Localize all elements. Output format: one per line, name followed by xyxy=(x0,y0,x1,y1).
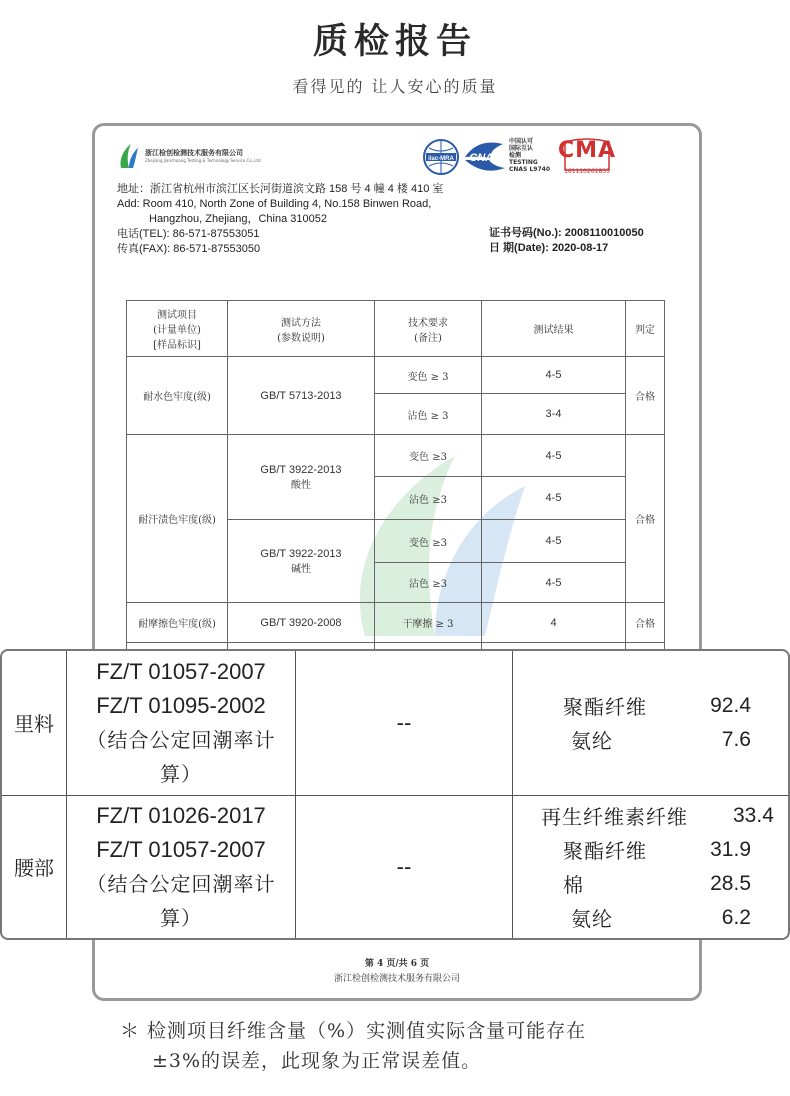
sweat-req-1: 变色 ≥3 xyxy=(375,435,482,477)
note-line-2: ±3%的误差，此现象为正常误差值。 xyxy=(152,1050,482,1072)
lining-label: 里料 xyxy=(2,651,67,795)
header-result: 测试结果 xyxy=(482,301,626,357)
sweat-result-4: 4-5 xyxy=(482,563,626,603)
certificate-info xyxy=(489,226,644,256)
cnas-caption: 中国认可 国际互认 检测 TESTING CNAS L9740 xyxy=(509,138,551,173)
rub-result: 4 xyxy=(482,603,626,643)
fiber-row: 氨纶 6.2 xyxy=(571,905,751,932)
rub-item: 耐摩擦色牢度(级) xyxy=(127,603,228,643)
footer-company: 浙江检创检测技术服务有限公司 xyxy=(333,974,460,984)
sweat-acid-method: GB/T 3922-2013 酸性 xyxy=(228,435,375,520)
water-result-2: 3-4 xyxy=(482,394,626,435)
address-en-2: Hangzhou, Zhejiang，China 310052 xyxy=(149,213,327,225)
rub-req: 干摩擦 ≥ 3 xyxy=(375,603,482,643)
sweat-req-4: 沾色 ≥3 xyxy=(375,563,482,603)
water-result-1: 4-5 xyxy=(482,357,626,394)
fiber-row: 聚酯纤维 31.9 xyxy=(563,837,751,864)
header-judgement: 判定 xyxy=(626,301,665,357)
test-results-table xyxy=(126,300,665,683)
header-item: 测试项目 (计量单位) [样品标识] xyxy=(127,301,228,357)
fiber-row: 再生纤维素纤维 33.4 xyxy=(541,803,774,830)
svg-text:CNAS: CNAS xyxy=(469,152,501,164)
page-title: 质检报告 xyxy=(312,21,477,62)
rub-method: GB/T 3920-2008 xyxy=(228,603,375,643)
sweat-alkali-method: GB/T 3922-2013 碱性 xyxy=(228,520,375,603)
sweat-req-2: 沾色 ≥3 xyxy=(375,477,482,520)
lining-requirement: -- xyxy=(296,651,513,795)
lining-methods: FZ/T 01057-2007 FZ/T 01095-2002 （结合公定回潮率计 算） xyxy=(67,651,296,795)
sweat-result-3: 4-5 xyxy=(482,520,626,563)
company-logo-icon xyxy=(117,142,139,170)
page-number: 第 4 页/共 6 页 xyxy=(364,959,430,969)
cert-number: 证书号码(No.): 2008110010050 xyxy=(489,227,644,239)
sweat-result-2: 4-5 xyxy=(482,477,626,520)
waist-label: 腰部 xyxy=(2,795,67,938)
disclaimer-note xyxy=(120,1016,690,1076)
page-subtitle: 看得见的 让人安心的质量 xyxy=(292,77,498,96)
fiber-row: 氨纶 7.6 xyxy=(571,727,751,754)
company-name-en: Zhejiang Jianchuang Testing & Technology Service Co.,Ltd xyxy=(145,158,261,163)
water-method: GB/T 5713-2013 xyxy=(228,357,375,435)
svg-text:ilac-MRA: ilac-MRA xyxy=(428,156,454,162)
address-block xyxy=(117,182,443,257)
fiber-row: 聚酯纤维 92.4 xyxy=(563,693,751,720)
rub-judgement: 合格 xyxy=(626,603,665,643)
sweat-req-3: 变色 ≥3 xyxy=(375,520,482,563)
zoomed-fiber-table xyxy=(0,649,790,940)
cma-number: 161110261833 xyxy=(564,168,610,175)
water-judgement: 合格 xyxy=(626,357,665,435)
sweat-judgement: 合格 xyxy=(626,435,665,603)
cma-text: CMA xyxy=(557,138,617,163)
address-en-1: Add: Room 410, North Zone of Building 4, No.158 Binwen Road, xyxy=(117,198,432,210)
sweat-item: 耐汗渍色牢度(级) xyxy=(127,435,228,603)
water-req-1: 变色 ≥ 3 xyxy=(375,357,482,394)
header-method: 测试方法 (参数说明) xyxy=(228,301,375,357)
waist-results xyxy=(513,795,789,938)
company-name: 浙江检创检测技术服务有限公司 xyxy=(145,149,243,157)
report-date: 日 期(Date): 2020-08-17 xyxy=(489,242,609,254)
fiber-row: 棉 28.5 xyxy=(563,871,751,898)
tel: 电话(TEL): 86-571-87553051 xyxy=(117,228,260,240)
address-cn: 地址：浙江省杭州市滨江区长河街道滨文路 158 号 4 幢 4 楼 410 室 xyxy=(117,183,444,195)
header-requirement: 技术要求 (备注) xyxy=(375,301,482,357)
sweat-result-1: 4-5 xyxy=(482,435,626,477)
water-req-2: 沾色 ≥ 3 xyxy=(375,394,482,435)
water-item: 耐水色牢度(级) xyxy=(127,357,228,435)
waist-methods: FZ/T 01026-2017 FZ/T 01057-2007 （结合公定回潮率计 算） xyxy=(67,795,296,938)
fax: 传真(FAX): 86-571-87553050 xyxy=(117,243,261,255)
waist-requirement: -- xyxy=(296,795,513,938)
lining-results xyxy=(513,651,789,795)
note-line-1: ＊ 检测项目纤维含量（%）实测值实际含量可能存在 xyxy=(120,1020,587,1042)
